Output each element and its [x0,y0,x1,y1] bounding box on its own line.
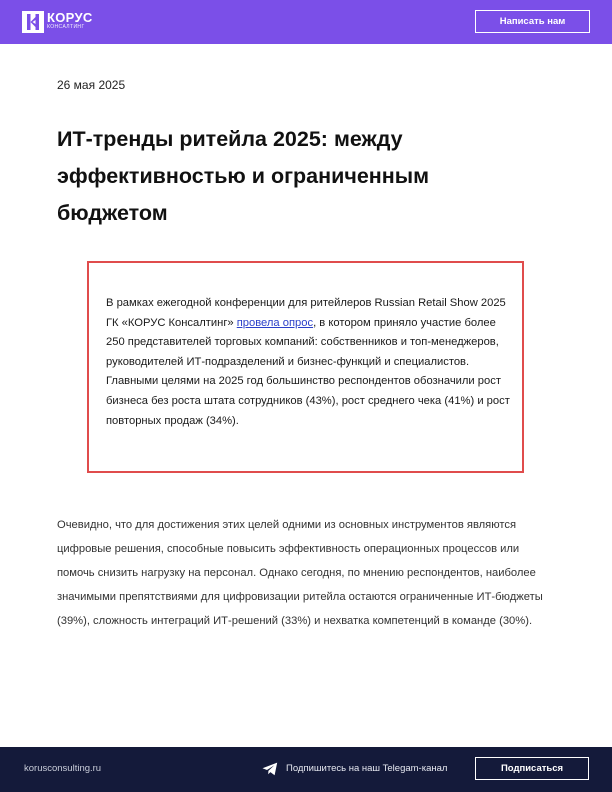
telegram-icon[interactable] [262,762,278,776]
korus-logo-icon [22,11,44,33]
body-paragraph: Очевидно, что для достижения этих целей одними из основных инструментов являются цифровые решения, способные повысить эффективность операционных процессов или помочь снизить нагрузку на персонал. Однако сегодня, по мнению респондентов, наиболее значимыми препятствиями для цифровизации ритейла остаются ограниченные ИТ-бюджеты (39%), сложность интеграций ИТ-решений (33%) и нехватка компетенций в команде (30%). [57,519,543,627]
header-bar [0,0,612,44]
logo-name: КОРУС [47,10,93,25]
survey-link[interactable]: провела опрос [236,316,314,329]
logo-subtitle: КОНСАЛТИНГ [47,24,85,30]
callout-text [106,294,511,431]
callout-text-part1: В рамках ежегодной конференции для ритейлеров Russian Retail Show 2025 ГК «КОРУС Консалтинг» [106,297,506,329]
korus-logo[interactable] [22,11,93,35]
telegram-subscribe-text[interactable]: Подпишитесь на наш Telegam-канал [286,763,448,774]
subscribe-button[interactable]: Подписаться [475,757,589,780]
write-to-us-button[interactable]: Написать нам [475,10,590,33]
footer-bar [0,747,612,792]
article-title: ИТ-тренды ритейла 2025: между эффективностью и ограниченным бюджетом [57,127,430,225]
article-date: 26 мая 2025 [57,78,126,92]
callout-text-part2: , в котором приняло участие более 250 представителей торговых компаний: собственников и топ-менеджеров, руководителей ИТ-подразделений и бизнес-функций и специалистов. Главными целями на 2025 год большинство респондентов обозначили рост бизнеса без роста штата сотрудников (43%), рост среднего чека (41%) и рост повторных продаж (34%). [106,316,510,427]
callout-box [87,261,524,473]
site-link[interactable]: korusconsulting.ru [24,763,102,774]
